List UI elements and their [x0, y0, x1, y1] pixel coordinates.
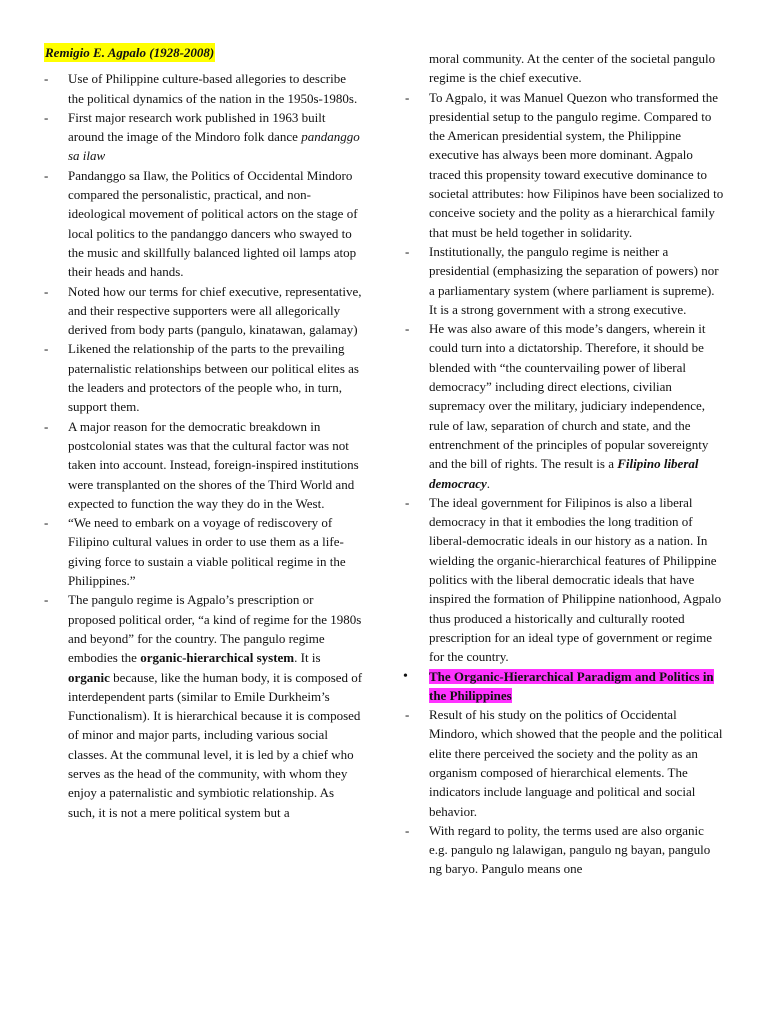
dash-marker: - [44, 109, 49, 125]
dash-marker: - [405, 707, 410, 723]
list-item: - To Agpalo, it was Manuel Quezon who transformed the presidential setup to the pangulo regime. Compared to the American presidential system, the Philippine executive has always been more dominant. Agpalo traced this propensity toward executive dominance to societal attributes: how Filipinos have been socialized to conceive society and the polity as a hierarchical family that must be held together in solidarity. [405, 89, 724, 240]
dash-marker: - [44, 418, 49, 434]
dash-marker: - [44, 167, 49, 183]
dash-marker: - [405, 243, 410, 259]
right-column [405, 49, 725, 879]
list-item: - A major reason for the democratic breakdown in postcolonial states was that the cultural factor was not taken into account. Instead, foreign-inspired institutions were transplanted on the shores of the Third World and expected to function the way they do in the West. [44, 418, 359, 511]
subheading: The Organic-Hierarchical Paradigm and Politics in the Philippines [429, 668, 714, 703]
bullet-marker: • [403, 668, 408, 684]
list-item: - With regard to polity, the terms used are also organic e.g. pangulo ng lalawigan, pangulo ng bayan, pangulo ng baryo. Pangulo means one [405, 822, 711, 877]
list-item: - Result of his study on the politics of Occidental Mindoro, which showed that the people and the political elite there perceived the society and the polity as an organism composed of hierarchical elements. The indicators include language and political and social behavior. [405, 707, 723, 819]
dash-marker: - [405, 494, 410, 510]
dash-marker: - [405, 321, 410, 337]
dash-marker: - [44, 283, 49, 299]
dash-marker: - [44, 71, 49, 87]
list-item: - Institutionally, the pangulo regime is neither a presidential (emphasizing the separation of powers) nor a parliamentary system (where parliament is supreme). It is a strong government with a strong executive. [405, 243, 719, 317]
list-item: - “We need to embark on a voyage of rediscovery of Filipino cultural values in order to use them as a life-giving force to sustain a viable political regime in the Philippines.” [44, 515, 346, 589]
list-item: - He was also aware of this mode’s dangers, wherein it could turn into a dictatorship. Therefore, it should be blended with “the countervailing power of liberal democracy” including direct elections, civilian supremacy over the military, judiciary independence, rule of law, separation of church and state, and the entrenchment of the principles of popular sovereignty and the bill of rights. The result is a Filipino liberal democracy. [405, 321, 709, 491]
subheading-item [405, 667, 725, 706]
dash-marker: - [405, 89, 410, 105]
dash-marker: - [44, 592, 49, 608]
list-item: - First major research work published in 1963 built around the image of the Mindoro folk dance pandanggo sa ilaw [44, 109, 360, 164]
right-list [405, 49, 725, 879]
dash-marker: - [44, 341, 49, 357]
list-item: - The pangulo regime is Agpalo’s prescription or proposed political order, “a kind of regime for the 1980s and beyond” for the country. The pangulo regime embodies the organic-hierarchical system. It is organic because, like the human body, it is composed of interdependent parts (similar to Emile Durkheim’s Functionalism). It is hierarchical because it is composed of minor and major parts, including various social classes. At the communal level, it is led by a chief who serves as the head of the community, with whom they enjoy a paternalistic and symbiotic relationship. As such, it is not a mere political system but a [44, 592, 363, 820]
list-item: - The ideal government for Filipinos is also a liberal democracy in that it embodies the long tradition of liberal-democratic ideals in our history as a nation. In wielding the organic-hierarchical features of Philippine politics with the liberal democratic ideals that have inspired the formation of Philippine nationhood, Agpalo thus produced a historically and culturally rooted prescription for an ideal type of government or regime for the country. [405, 494, 722, 665]
list-item: - Pandanggo sa Ilaw, the Politics of Occidental Mindoro compared the personalistic, practical, and non-ideological movement of political actors on the stage of local politics to the pandanggo dancers who swayed to the music and skillfully balanced lighted oil lamps atop their heads and hands. [44, 167, 358, 280]
list-item: - Use of Philippine culture-based allegories to describe the political dynamics of the nation in the 1950s-1980s. [44, 71, 358, 106]
dash-marker: - [44, 515, 49, 531]
list-item: - Likened the relationship of the parts to the prevailing paternalistic relationships between our political elites as the leaders and protectors of the people who, in turn, support them. [44, 341, 359, 415]
dash-marker: - [405, 822, 410, 838]
section-heading: Remigio E. Agpalo (1928-2008) [44, 43, 215, 62]
list-item: - Noted how our terms for chief executive, representative, and their respective supporters were all allegorically derived from body parts (pangulo, kinatawan, galamay) [44, 283, 362, 338]
list-item-continuation: moral community. At the center of the societal pangulo regime is the chief executive. [429, 51, 716, 86]
left-list [44, 69, 364, 822]
left-column [44, 43, 364, 822]
